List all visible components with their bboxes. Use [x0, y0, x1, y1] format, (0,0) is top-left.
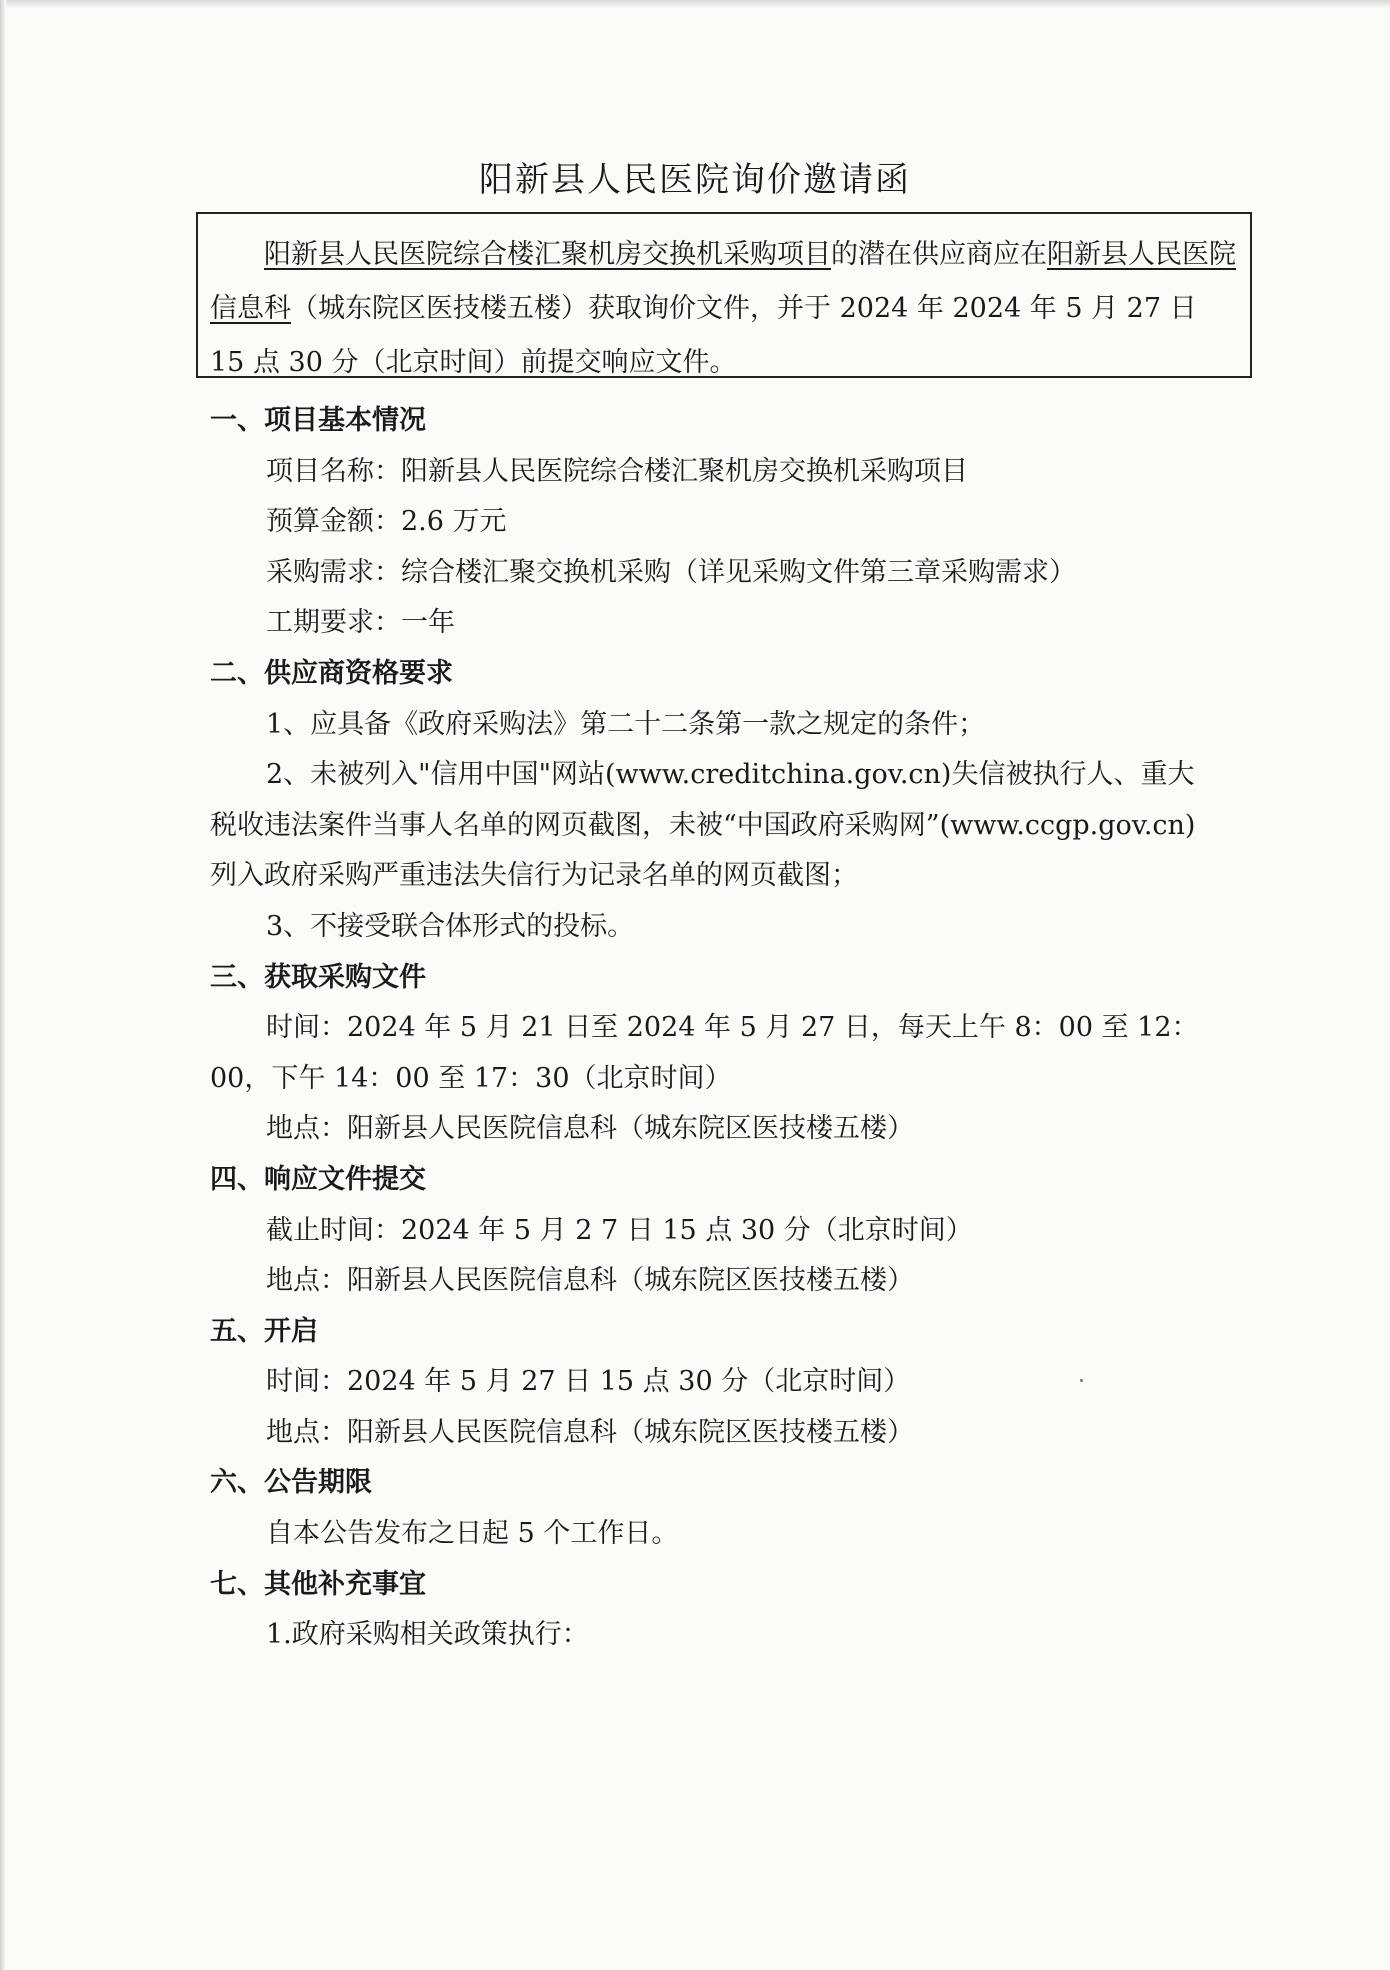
intro-text-1: 的潜在供应商应在: [831, 239, 1047, 270]
section-3-time: 时间：2024 年 5 月 21 日至 2024 年 5 月 27 日，每天上午 8：00 至 12：00，下午 14：00 至 17：30（北京时间）: [210, 1012, 1199, 1094]
section-5-heading: 五、开启: [210, 1315, 318, 1347]
section-1-requirement: 采购需求：综合楼汇聚交换机采购（详见采购文件第三章采购需求）: [266, 556, 1076, 588]
section-1-project-name: 项目名称：阳新县人民医院综合楼汇聚机房交换机采购项目: [266, 455, 968, 487]
scan-shadow-left: [0, 0, 6, 1970]
section-7-item-1: 1.政府采购相关政策执行：: [266, 1619, 589, 1651]
section-2-item-2: 2、未被列入"信用中国"网站(www.creditchina.gov.cn)失信被执行人、重大税收违法案件当事人名单的网页截图，未被“中国政府采购网”(www.ccgp.gov.cn)列入政府采购严重违法失信行为记录名单的网页截图；: [210, 759, 1196, 892]
intro-project-name: 阳新县人民医院综合楼汇聚机房交换机采购项目: [264, 239, 831, 270]
document-title: 阳新县人民医院询价邀请函: [479, 160, 911, 200]
section-2-item-3: 3、不接受联合体形式的投标。: [266, 910, 635, 942]
section-1-budget: 预算金额：2.6 万元: [266, 506, 507, 538]
intro-notice-box: [196, 212, 1252, 378]
section-5-location: 地点：阳新县人民医院信息科（城东院区医技楼五楼）: [266, 1416, 914, 1448]
section-1-duration: 工期要求：一年: [266, 607, 455, 639]
section-3-heading: 三、获取采购文件: [210, 961, 426, 993]
section-4-location: 地点：阳新县人民医院信息科（城东院区医技楼五楼）: [266, 1265, 914, 1297]
section-2-item-1: 1、应具备《政府采购法》第二十二条第一款之规定的条件；: [266, 708, 986, 740]
section-1-heading: 一、项目基本情况: [210, 405, 426, 436]
intro-location: 阳新县人民医院信息科: [210, 239, 1236, 324]
section-5-time: 时间：2024 年 5 月 27 日 15 点 30 分（北京时间）: [266, 1366, 911, 1398]
section-6-heading: 六、公告期限: [210, 1467, 372, 1499]
section-3-location: 地点：阳新县人民医院信息科（城东院区医技楼五楼）: [266, 1113, 914, 1145]
section-6-period: 自本公告发布之日起 5 个工作日。: [266, 1518, 679, 1550]
section-2-heading: 二、供应商资格要求: [210, 657, 453, 689]
scan-shadow-top: [0, 0, 1390, 8]
intro-text-2: （城东院区医技楼五楼）获取询价文件，并于 2024 年 2024 年 5 月 27 日 15 点 30 分（北京时间）前提交响应文件。: [210, 293, 1197, 378]
scan-speck: [1080, 1379, 1083, 1382]
document-body: [210, 396, 1210, 1661]
section-4-heading: 四、响应文件提交: [210, 1163, 426, 1195]
section-7-heading: 七、其他补充事宜: [210, 1568, 426, 1600]
section-4-deadline: 截止时间：2024 年 5 月 2 7 日 15 点 30 分（北京时间）: [266, 1214, 973, 1246]
